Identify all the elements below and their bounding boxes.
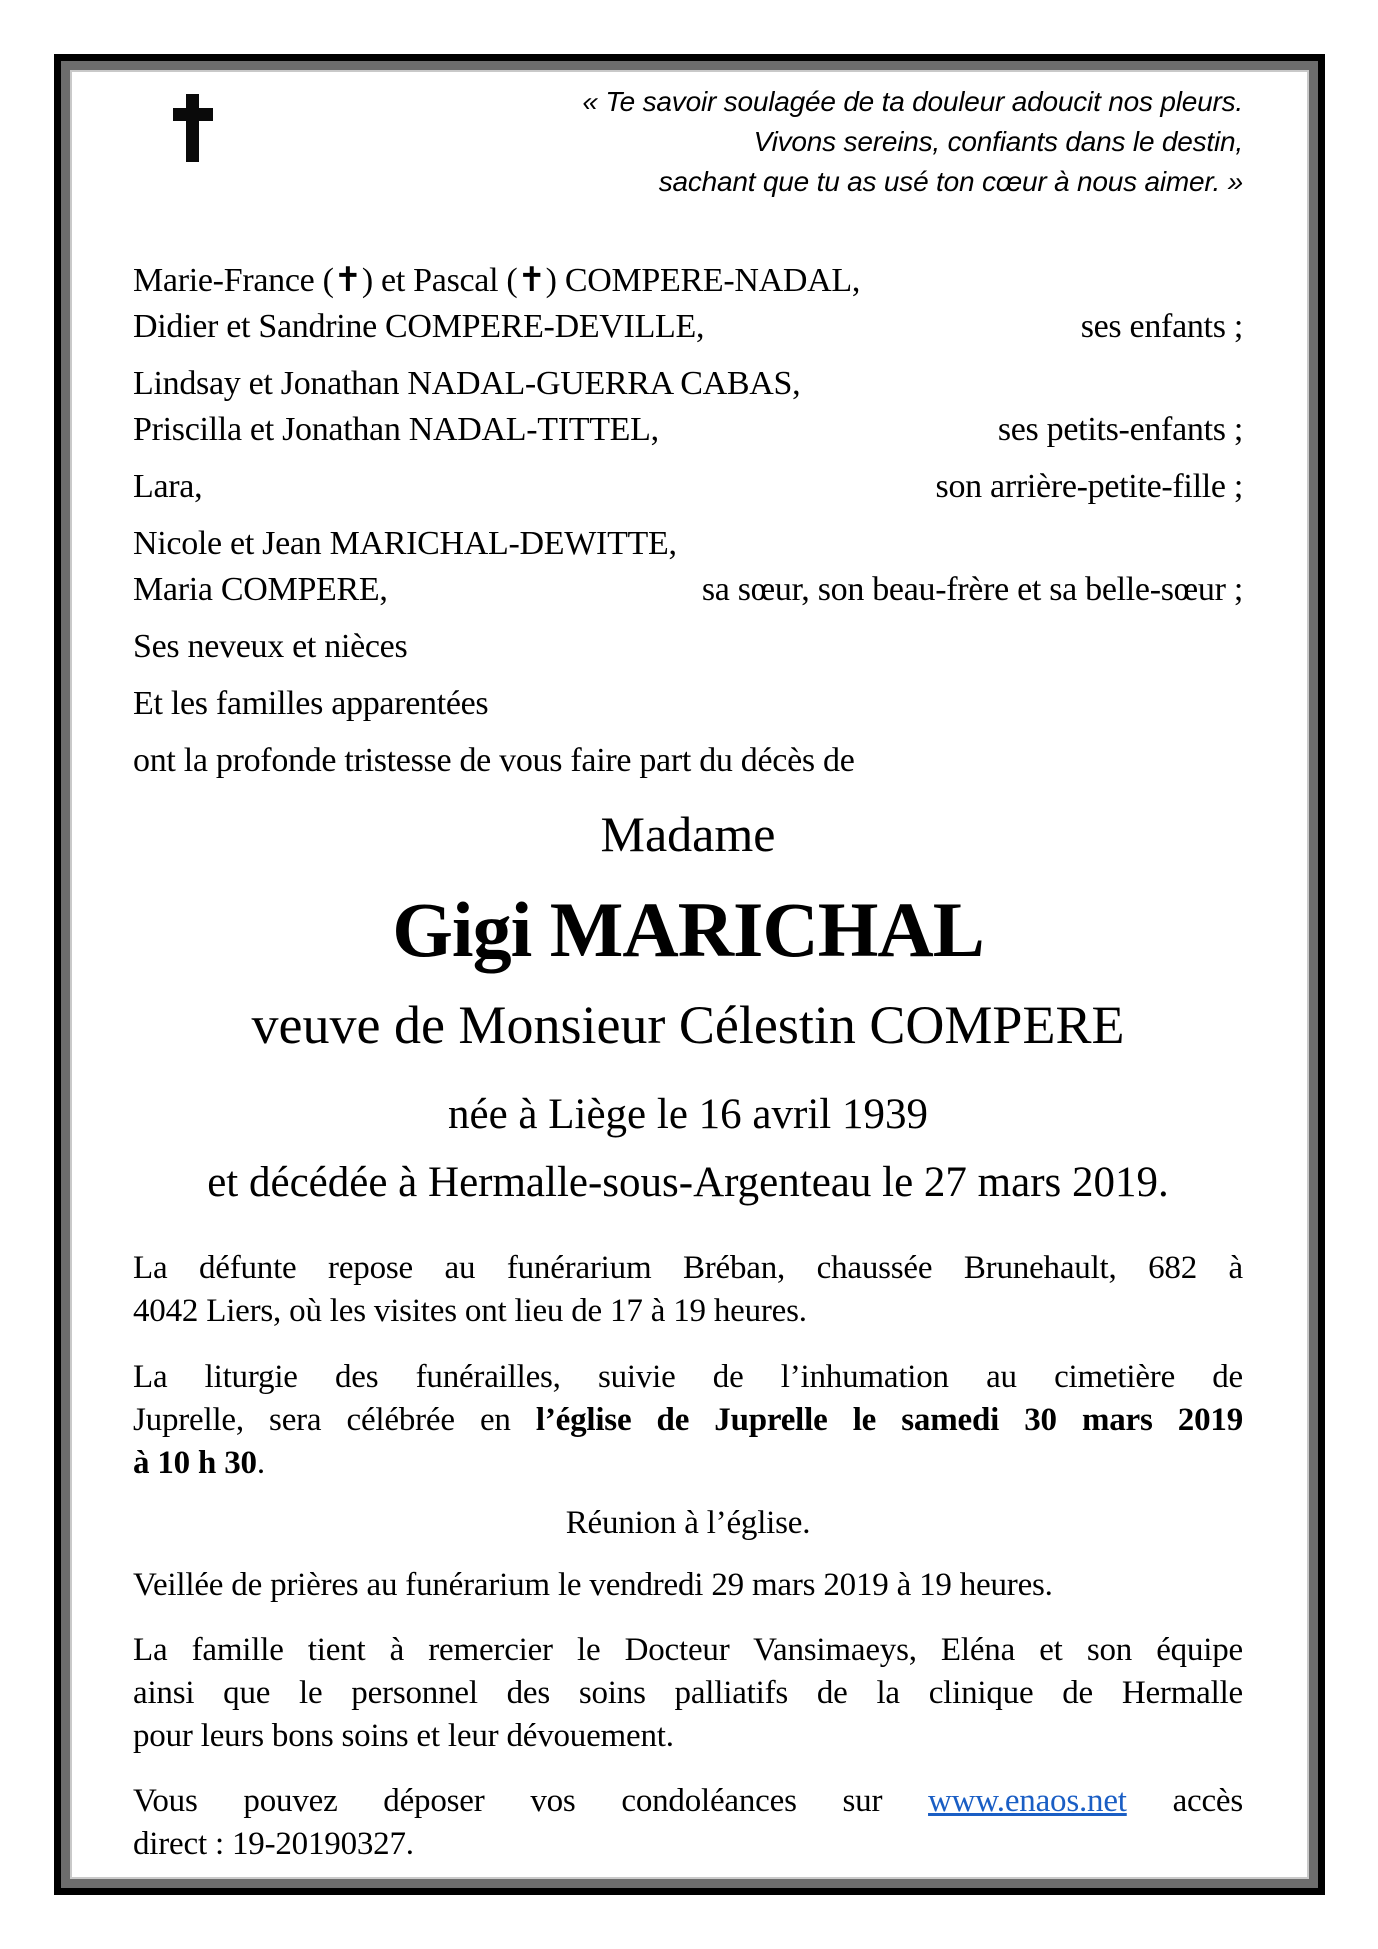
body-line — [133, 1399, 1243, 1442]
body-paragraph — [133, 1356, 1243, 1485]
text-segment: 4042 Liers, où les visites ont lieu de 17 à 19 heures. — [133, 1293, 807, 1329]
epigraph-line: sachant que tu as usé ton cœur à nous aimer. » — [658, 166, 1243, 197]
body-paragraph — [133, 1780, 1243, 1866]
text-segment: La famille tient à remercier le Docteur Vansimaeys, Eléna et son équipe — [133, 1632, 1243, 1668]
body-line — [133, 1823, 1243, 1866]
text-segment: à 10 h 30 — [133, 1445, 257, 1481]
text-segment: Juprelle, sera célébrée en — [133, 1402, 536, 1438]
deceased-name: Gigi MARICHAL — [392, 886, 984, 973]
page-frame-shadow — [61, 61, 1318, 1888]
family-line: Et les familles apparentées — [133, 685, 489, 722]
relation-label: son arrière-petite-fille ; — [935, 468, 1243, 505]
text-segment: l’église de Juprelle le samedi 30 mars 2019 — [535, 1402, 1243, 1438]
family-names: Maria COMPERE, — [133, 571, 388, 608]
family-line — [133, 464, 1243, 510]
family-line — [133, 407, 1243, 453]
body-line — [133, 1672, 1243, 1715]
body-line — [133, 1356, 1243, 1399]
family-names: Priscilla et Jonathan NADAL-TITTEL, — [133, 411, 659, 448]
header — [133, 72, 1243, 202]
text-segment: Réunion à l’église. — [565, 1505, 811, 1541]
text-segment: accès — [1126, 1783, 1243, 1819]
text-segment: Veillée de prières au funérarium le vendredi 29 mars 2019 à 19 heures. — [133, 1567, 1053, 1603]
enaos-link[interactable]: www.enaos.net — [928, 1783, 1127, 1819]
page-frame-outer — [54, 54, 1325, 1895]
family-line: Marie-France (✝) et Pascal (✝) COMPERE-NADAL, — [133, 262, 861, 299]
family-names: Lara, — [133, 468, 203, 505]
body-line — [133, 1247, 1243, 1290]
epigraph-line: Vivons sereins, confiants dans le destin, — [753, 126, 1243, 157]
family-entry — [133, 624, 1243, 670]
relation-label: sa sœur, son beau-frère et sa belle-sœur ; — [701, 571, 1243, 608]
family-line: Ses neveux et nièces — [133, 628, 408, 665]
body-paragraph — [133, 1247, 1243, 1333]
family-line — [133, 304, 1243, 350]
text-segment: La liturgie des funérailles, suivie de l’inhumation au cimetière de — [133, 1359, 1243, 1395]
text-segment: direct : 19-20190327. — [133, 1826, 414, 1862]
epigraph-line: « Te savoir soulagée de ta douleur adoucit nos pleurs. — [582, 86, 1243, 117]
family-line: Nicole et Jean MARICHAL-DEWITTE, — [133, 525, 677, 562]
family-entry — [133, 681, 1243, 727]
body-paragraphs — [133, 1247, 1243, 1866]
body-line — [133, 1629, 1243, 1672]
text-segment: . — [256, 1445, 265, 1481]
body-line — [133, 1442, 1243, 1485]
announcement-content — [72, 72, 1307, 1866]
text-segment: pour leurs bons soins et leur dévouement. — [133, 1718, 674, 1754]
body-line — [133, 1564, 1243, 1607]
body-line — [133, 1715, 1243, 1758]
family-list — [133, 258, 1243, 784]
deceased-title: Madame — [600, 806, 776, 862]
text-segment: ainsi que le personnel des soins palliatifs de la clinique de Hermalle — [133, 1675, 1243, 1711]
body-paragraph — [133, 1564, 1243, 1607]
birth-line: née à Liège le 16 avril 1939 — [448, 1091, 928, 1138]
family-entry — [133, 521, 1243, 613]
body-line — [133, 1290, 1243, 1333]
family-names: Didier et Sandrine COMPERE-DEVILLE, — [133, 308, 705, 345]
text-segment: La défunte repose au funérarium Bréban, chaussée Brunehault, 682 à — [133, 1250, 1243, 1286]
epigraph-quote — [582, 82, 1243, 202]
relation-label: ses petits-enfants ; — [997, 411, 1243, 448]
text-segment: Vous pouvez déposer vos condoléances sur — [133, 1783, 929, 1819]
body-paragraph — [133, 1502, 1243, 1545]
family-entry — [133, 258, 1243, 350]
page-frame-inner — [70, 70, 1309, 1879]
widow-line: veuve de Monsieur Célestin COMPERE — [251, 995, 1125, 1055]
family-entry — [133, 738, 1243, 784]
body-line — [133, 1780, 1243, 1823]
death-line: et décédée à Hermalle-sous-Argenteau le 27 mars 2019. — [207, 1159, 1169, 1206]
family-line: Lindsay et Jonathan NADAL-GUERRA CABAS, — [133, 365, 801, 402]
deceased-block — [133, 806, 1243, 1207]
cross-icon — [173, 94, 213, 162]
family-entry — [133, 464, 1243, 510]
body-paragraph — [133, 1629, 1243, 1758]
family-line: ont la profonde tristesse de vous faire part du décès de — [133, 742, 855, 779]
family-entry — [133, 361, 1243, 453]
relation-label: ses enfants ; — [1080, 308, 1243, 345]
family-line — [133, 567, 1243, 613]
body-line — [133, 1502, 1243, 1545]
